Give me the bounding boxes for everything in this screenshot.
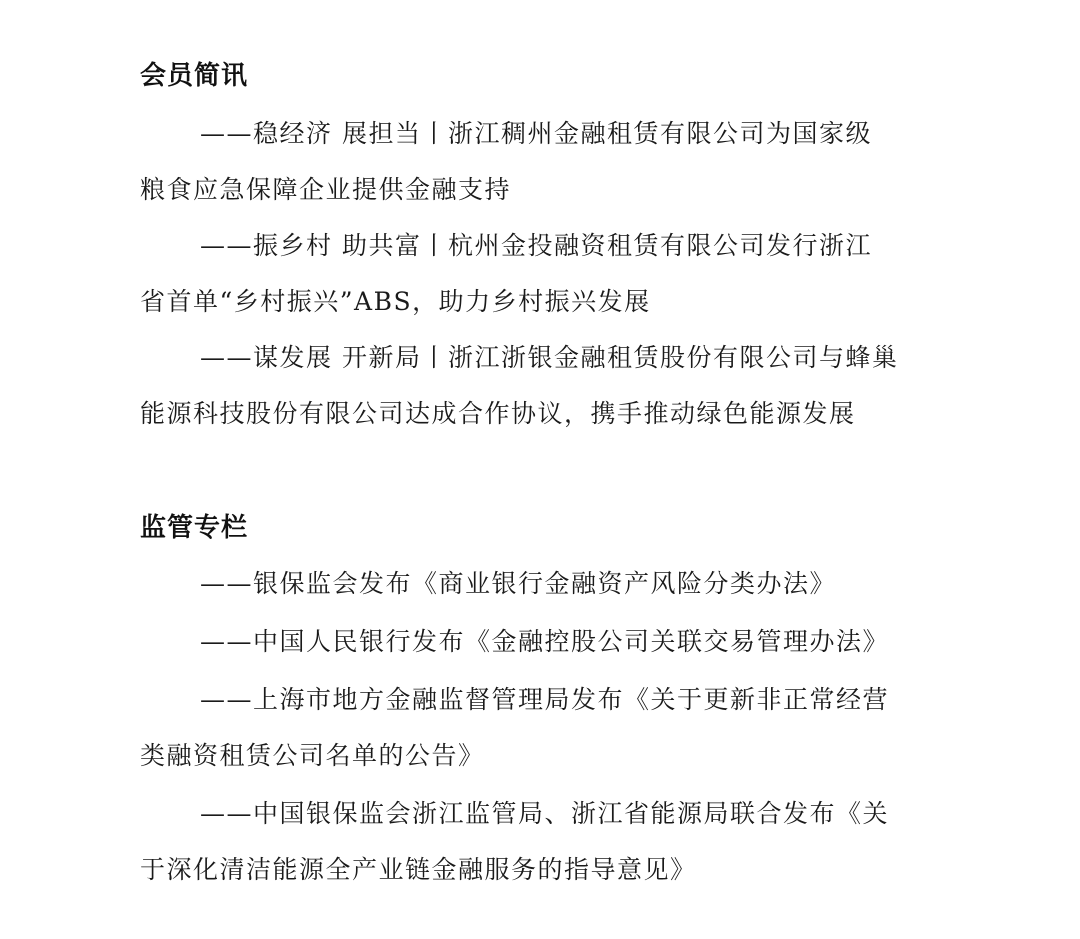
item-line: ——银保监会发布《商业银行金融资产风险分类办法》 <box>200 569 837 598</box>
item-line: 类融资租赁公司名单的公告》 <box>140 741 485 770</box>
list-item <box>140 106 940 218</box>
item-line: ——中国银保监会浙江监管局、浙江省能源局联合发布《关 <box>200 799 890 828</box>
item-line: ——谋发展 开新局丨浙江浙银金融租赁股份有限公司与蜂巢 <box>200 343 899 372</box>
list-item <box>140 218 940 330</box>
section-title-regulatory: 监管专栏 <box>140 513 249 543</box>
item-line: 粮食应急保障企业提供金融支持 <box>140 175 512 204</box>
item-line: 省首单“乡村振兴”ABS，助力乡村振兴发展 <box>140 287 651 316</box>
item-line: 能源科技股份有限公司达成合作协议，携手推动绿色能源发展 <box>140 399 856 428</box>
item-line: ——稳经济 展担当丨浙江稠州金融租赁有限公司为国家级 <box>200 119 872 148</box>
list-item <box>140 614 940 670</box>
item-line: 于深化清洁能源全产业链金融服务的指导意见》 <box>140 855 697 884</box>
list-item <box>140 672 940 784</box>
section-title-member-news: 会员简讯 <box>140 61 249 91</box>
item-line: ——中国人民银行发布《金融控股公司关联交易管理办法》 <box>200 627 890 656</box>
list-item <box>140 556 940 612</box>
list-item <box>140 330 940 442</box>
item-line: ——振乡村 助共富丨杭州金投融资租赁有限公司发行浙江 <box>200 231 872 260</box>
list-item <box>140 786 940 898</box>
item-line: ——上海市地方金融监督管理局发布《关于更新非正常经营 <box>200 685 890 714</box>
